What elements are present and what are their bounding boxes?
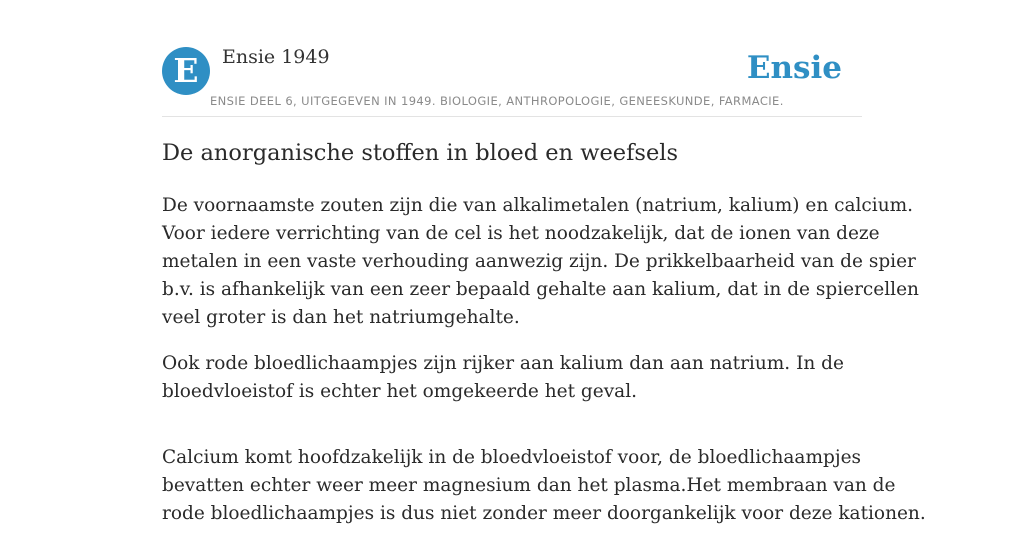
text-line: b.v. is afhankelijk van een zeer bepaald gehalte aan kalium, dat in de spiercellen	[162, 279, 919, 300]
paragraph-3	[162, 444, 926, 528]
paragraph-1	[162, 192, 919, 332]
ensie-logo-icon[interactable]: E	[162, 47, 210, 95]
text-line: metalen in een vaste verhouding aanwezig zijn. De prikkelbaarheid van de spier	[162, 251, 916, 272]
text-line: rode bloedlichaampjes is dus niet zonder meer doorgankelijk voor deze kationen.	[162, 503, 926, 524]
article-body	[162, 192, 926, 546]
text-line: bloedvloeistof is echter het omgekeerde het geval.	[162, 381, 637, 402]
text-line: veel groter is dan het natriumgehalte.	[162, 307, 520, 328]
brand-logo-link[interactable]: Ensie	[746, 50, 842, 86]
paragraph-2	[162, 350, 872, 406]
site-header	[162, 44, 862, 117]
text-line: Calcium komt hoofdzakelijk in de bloedvloeistof voor, de bloedlichaampjes	[162, 447, 862, 468]
book-title-link[interactable]: Ensie 1949	[222, 46, 330, 68]
article-title: De anorganische stoffen in bloed en weefsels	[162, 140, 679, 166]
book-subtitle: ENSIE DEEL 6, UITGEGEVEN IN 1949. BIOLOGIE, ANTHROPOLOGIE, GENEESKUNDE, FARMACIE.	[210, 94, 784, 108]
text-line: Voor iedere verrichting van de cel is het noodzakelijk, dat de ionen van deze	[162, 223, 880, 244]
text-line: De voornaamste zouten zijn die van alkalimetalen (natrium, kalium) en calcium.	[162, 195, 914, 216]
text-line: bevatten echter weer meer magnesium dan het plasma.Het membraan van de	[162, 475, 896, 496]
text-line: Ook rode bloedlichaampjes zijn rijker aan kalium dan aan natrium. In de	[162, 353, 844, 374]
